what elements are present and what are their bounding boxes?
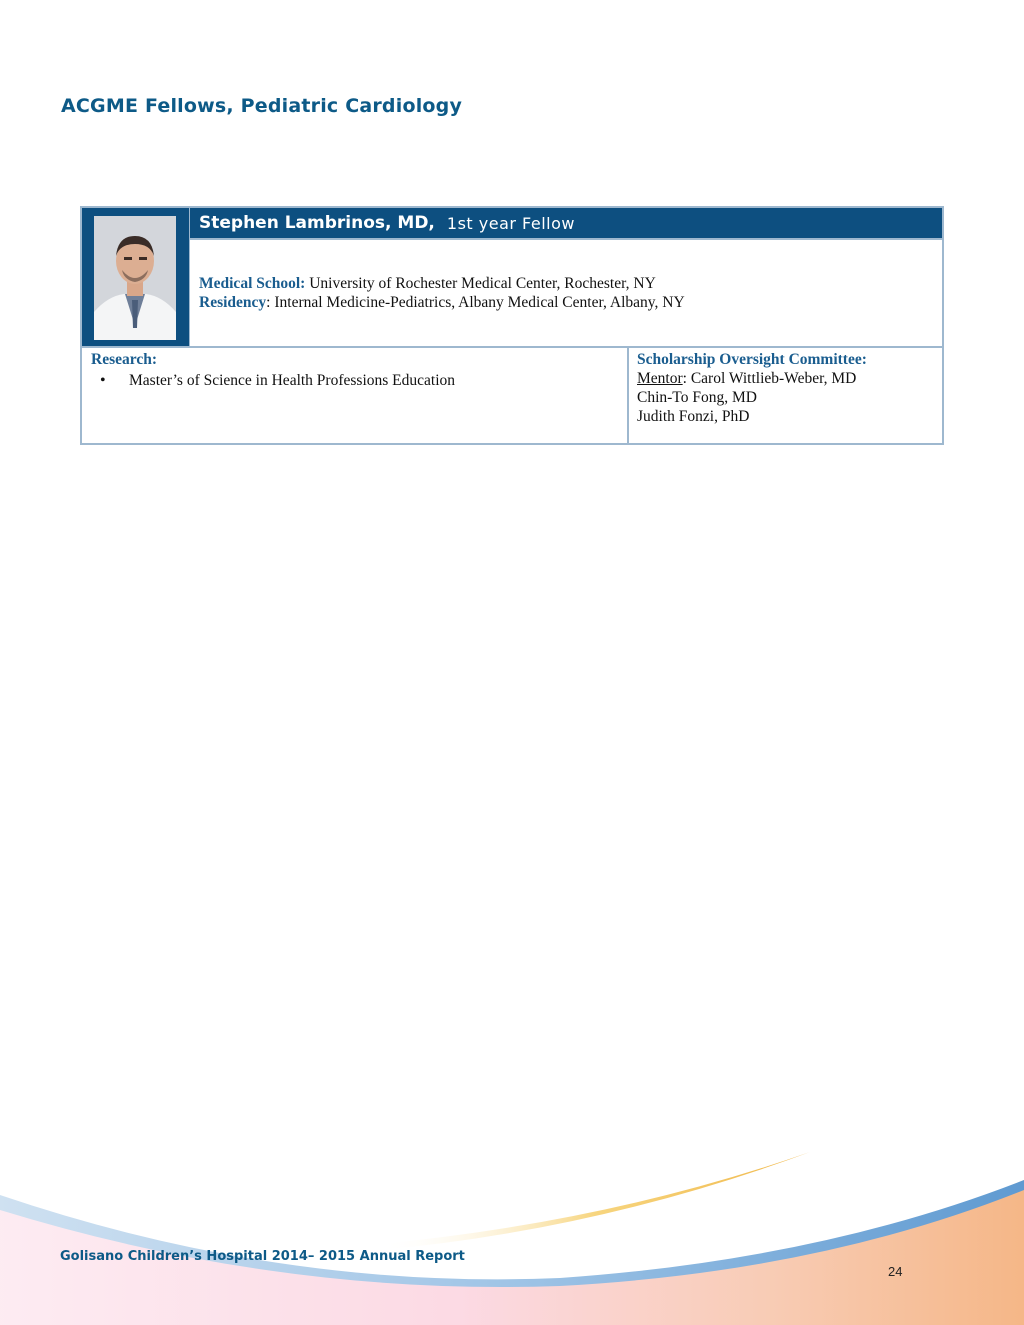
mentor-value: : Carol Wittlieb-Weber, MD xyxy=(682,370,857,387)
research-item: • Master’s of Science in Health Professions Education xyxy=(129,371,616,390)
residency-label: Residency xyxy=(199,294,267,311)
name-bar xyxy=(190,208,942,240)
education-block xyxy=(199,274,932,312)
page-title: ACGME Fellows, Pediatric Cardiology xyxy=(61,95,463,117)
fellow-name: Stephen Lambrinos, MD, xyxy=(199,213,435,233)
residency-line xyxy=(199,293,932,312)
mentor-line xyxy=(637,369,937,388)
photo-cell xyxy=(82,208,190,346)
residency-value: : Internal Medicine-Pediatrics, Albany Medical Center, Albany, NY xyxy=(266,294,685,311)
fellow-card xyxy=(80,206,944,445)
committee-section xyxy=(637,350,937,426)
column-divider xyxy=(627,347,629,443)
mentor-label: Mentor xyxy=(637,370,683,387)
research-list xyxy=(91,371,616,390)
footer-swoosh-graphic xyxy=(0,1140,1024,1325)
research-label: Research: xyxy=(91,351,157,368)
research-section xyxy=(91,350,616,390)
footer-report-title: Golisano Children’s Hospital 2014– 2015 Annual Report xyxy=(60,1249,465,1264)
medical-school-value: University of Rochester Medical Center, Rochester, NY xyxy=(309,275,656,292)
fellow-photo xyxy=(94,216,176,340)
committee-member: Chin-To Fong, MD xyxy=(637,389,757,406)
row-divider xyxy=(82,346,942,348)
medical-school-label: Medical School: xyxy=(199,275,306,292)
page-number: 24 xyxy=(888,1264,903,1279)
medical-school-line xyxy=(199,274,932,293)
committee-member: Judith Fonzi, PhD xyxy=(637,408,750,425)
portrait-image xyxy=(94,216,176,340)
committee-label: Scholarship Oversight Committee: xyxy=(637,351,867,368)
fellow-year: 1st year Fellow xyxy=(446,213,575,233)
